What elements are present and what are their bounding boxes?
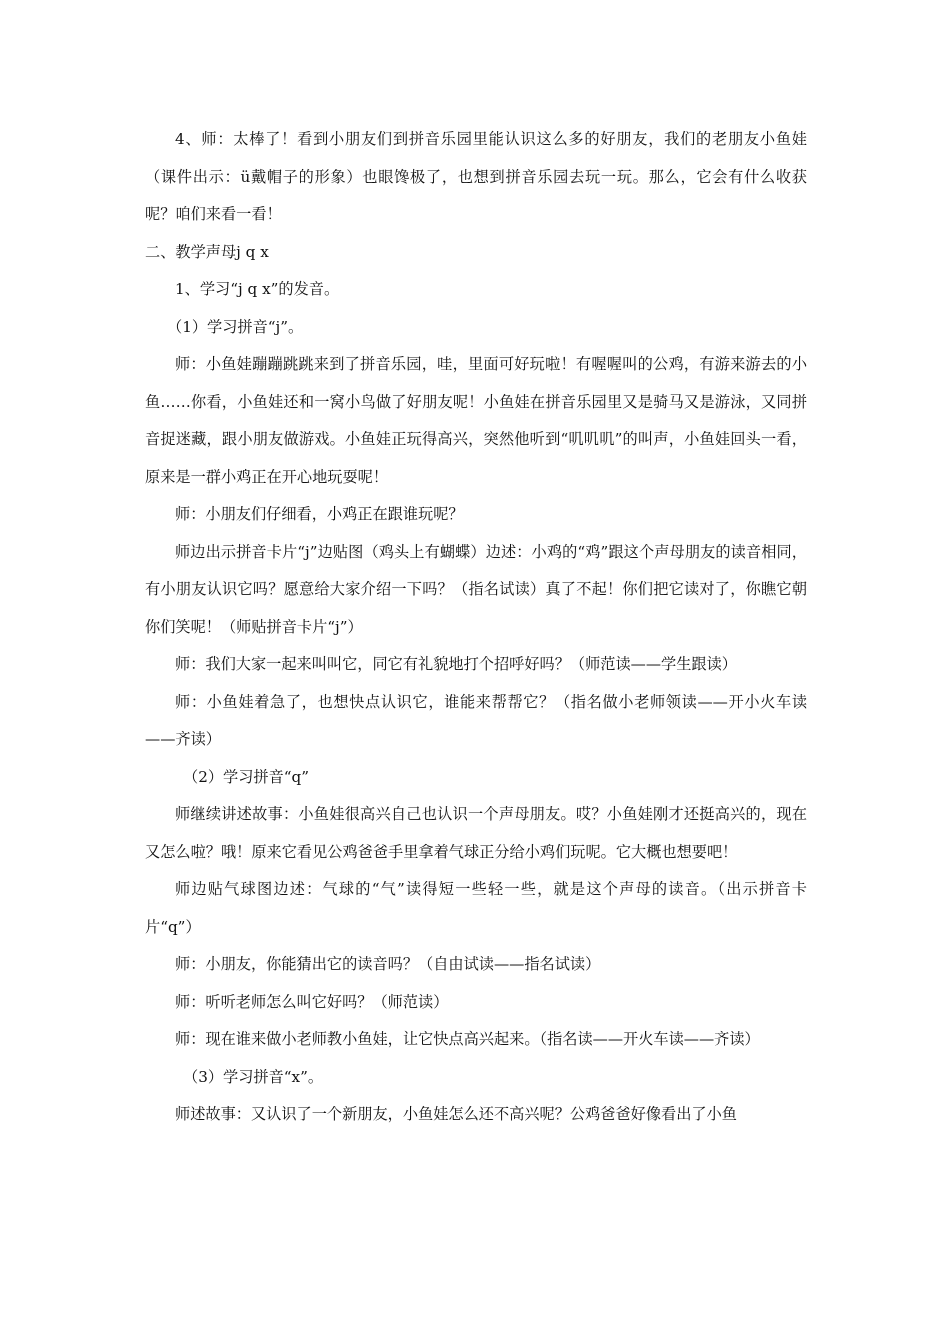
section-heading-initials: 二、教学声母j q x	[145, 242, 269, 261]
subheading-learn-x: （3）学习拼音“x”。	[183, 1067, 324, 1086]
paragraph-story-x: 师述故事：又认识了一个新朋友，小鱼娃怎么还不高兴呢？公鸡爸爸好像看出了小鱼	[175, 1105, 737, 1123]
subheading-learn-j: （1）学习拼音“j”。	[167, 317, 304, 336]
paragraph-card-j: 师边出示拼音卡片“j”边贴图（鸡头上有蝴蝶）边述：小鸡的“鸡”跟这个声母朋友的读音相同，有小朋友认识它吗？愿意给大家介绍一下吗？（指名试读）真了不起！你们把它读对了，你瞧它朝你们笑呢！（师贴拼音卡片“j”）	[145, 542, 807, 636]
paragraph-story-j: 师：小鱼娃蹦蹦跳跳来到了拼音乐园，哇，里面可好玩啦！有喔喔叫的公鸡，有游来游去的小鱼……你看，小鱼娃还和一窝小鸟做了好朋友呢！小鱼娃在拼音乐园里又是骑马又是游泳，又同拼音捉迷藏，跟小朋友做游戏。小鱼娃正玩得高兴，突然他听到“叽叽叽”的叫声，小鱼娃回头一看，原来是一群小鸡正在开心地玩耍呢！	[145, 355, 807, 486]
paragraph-question-j: 师：小朋友们仔细看，小鸡正在跟谁玩呢？	[175, 505, 464, 523]
subheading-pronunciation: 1、学习“j q x”的发音。	[175, 280, 340, 298]
document-body	[145, 121, 807, 1134]
paragraph-read-along-j: 师：我们大家一起来叫叫它，同它有礼貌地打个招呼好吗？（师范读——学生跟读）	[175, 655, 737, 673]
paragraph-story-q: 师继续讲述故事：小鱼娃很高兴自己也认识一个声母朋友。哎？小鱼娃刚才还挺高兴的，现在又怎么啦？哦！原来它看见公鸡爸爸手里拿着气球正分给小鸡们玩呢。它大概也想要吧！	[145, 805, 807, 861]
paragraph-teach-q: 师：现在谁来做小老师教小鱼娃，让它快点高兴起来。（指名读——开火车读——齐读）	[175, 1030, 760, 1048]
paragraph-guess-q: 师：小朋友，你能猜出它的读音吗？（自由试读——指名试读）	[175, 955, 601, 973]
paragraph-intro-story: 4、师：太棒了！看到小朋友们到拼音乐园里能认识这么多的好朋友，我们的老朋友小鱼娃（课件出示：ü戴帽子的形象）也眼馋极了，也想到拼音乐园去玩一玩。那么，它会有什么收获呢？咱们来看一看！	[145, 130, 807, 223]
paragraph-teacher-q: 师：听听老师怎么叫它好吗？（师范读）	[175, 992, 449, 1011]
paragraph-balloon-q: 师边贴气球图边述：气球的“气”读得短一些轻一些，就是这个声母的读音。（出示拼音卡片“q”）	[145, 880, 807, 936]
subheading-learn-q: （2）学习拼音“q”	[183, 767, 310, 786]
paragraph-help-j: 师：小鱼娃着急了，也想快点认识它，谁能来帮帮它？（指名做小老师领读——开小火车读——齐读）	[145, 692, 807, 748]
